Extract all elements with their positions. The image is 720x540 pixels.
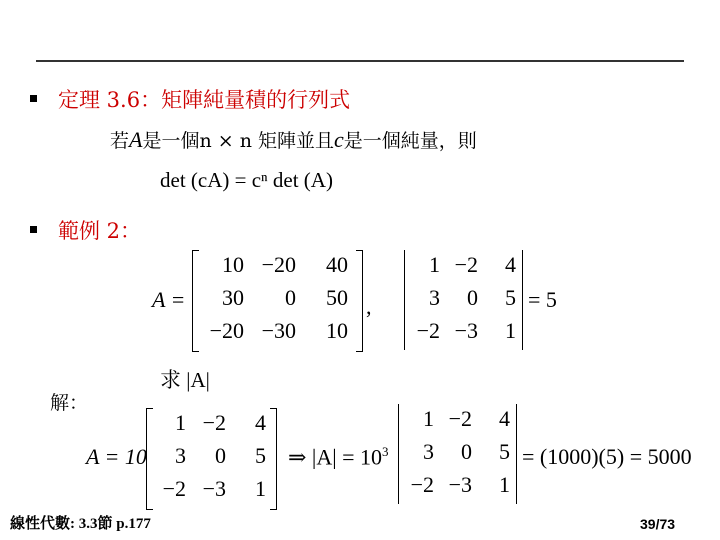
matrix-cell: 0 <box>285 285 296 310</box>
matrix-cell: 1 <box>423 406 434 431</box>
bullet-icon <box>30 95 37 102</box>
matrix-cell: 1 <box>175 410 186 435</box>
matrix-cell: 5 <box>255 443 266 468</box>
statement-c: c <box>333 127 344 152</box>
matrix-cell: −20 <box>261 252 296 277</box>
matrix-cell: 10 <box>222 252 244 277</box>
matrix-cell: −2 <box>410 472 434 497</box>
matrix-cell: −20 <box>209 318 244 343</box>
matrix-cell: −30 <box>261 318 296 343</box>
matrix-cell: 1 <box>255 476 266 501</box>
matrix-cell: −2 <box>202 410 226 435</box>
statement-pre: 若 <box>110 130 130 152</box>
example-title: 範例 2： <box>58 219 142 243</box>
solution-det-bar-left <box>398 404 399 504</box>
bullet-icon <box>30 226 37 233</box>
det-result: = 5 <box>528 287 557 312</box>
matrix-a <box>196 250 356 350</box>
matrix-cell: 0 <box>461 439 472 464</box>
det-matrix-example <box>406 250 522 350</box>
matrix-cell: 0 <box>215 443 226 468</box>
power-text: 3 <box>382 444 389 459</box>
theorem-formula: det (cA) = cⁿ det (A) <box>160 168 333 192</box>
matrix-cell: 4 <box>255 410 266 435</box>
statement-post: 是一個純量，則 <box>343 130 477 152</box>
solution-det-matrix <box>400 404 516 504</box>
matrix-cell: 50 <box>326 285 348 310</box>
matrix-cell: 3 <box>429 285 440 310</box>
solution-label: 解： <box>50 392 89 414</box>
matrix-cell: 1 <box>499 472 510 497</box>
comma: , <box>366 294 372 319</box>
footer-source: 線性代數: 3.3節 p.177 <box>10 516 151 532</box>
matrix-cell: −2 <box>454 252 478 277</box>
matrix-cell: 4 <box>499 406 510 431</box>
matrix-cell: 3 <box>175 443 186 468</box>
matrix-cell: −3 <box>454 318 478 343</box>
implies-text: ⇒ |A| = 10 <box>288 444 383 470</box>
matrix-cell: −3 <box>448 472 472 497</box>
matrix-cell: −2 <box>448 406 472 431</box>
theorem-title: 定理 3.6：矩陣純量積的行列式 <box>58 88 351 112</box>
solution-matrix-right-bracket <box>270 408 277 510</box>
top-rule <box>36 60 684 62</box>
example-lhs: A = <box>152 287 186 312</box>
matrix-cell: −2 <box>416 318 440 343</box>
matrix-cell: 1 <box>505 318 516 343</box>
matrix-cell: 4 <box>505 252 516 277</box>
solution-result: = (1000)(5) = 5000 <box>522 444 692 469</box>
ask-text: 求 |A| <box>160 368 210 392</box>
det-bar-right <box>522 250 523 350</box>
matrix-cell: 5 <box>505 285 516 310</box>
matrix-cell: 10 <box>326 318 348 343</box>
matrix-cell: −3 <box>202 476 226 501</box>
matrix-a-right-bracket <box>356 250 363 352</box>
solution-det-bar-right <box>516 404 517 504</box>
solution-lhs: A = 10 <box>86 444 147 469</box>
matrix-cell: 5 <box>499 439 510 464</box>
matrix-cell: 40 <box>326 252 348 277</box>
matrix-cell: 3 <box>423 439 434 464</box>
matrix-cell: 0 <box>467 285 478 310</box>
page-number: 39/73 <box>640 516 676 532</box>
matrix-cell: 1 <box>429 252 440 277</box>
solution-implies <box>288 444 389 470</box>
statement-a: A <box>129 127 143 152</box>
theorem-statement <box>110 126 477 153</box>
statement-mid: 是一個n × n 矩陣並且 <box>142 130 334 152</box>
matrix-cell: 30 <box>222 285 244 310</box>
solution-matrix <box>150 408 270 508</box>
matrix-cell: −2 <box>162 476 186 501</box>
det-bar-left <box>404 250 405 350</box>
